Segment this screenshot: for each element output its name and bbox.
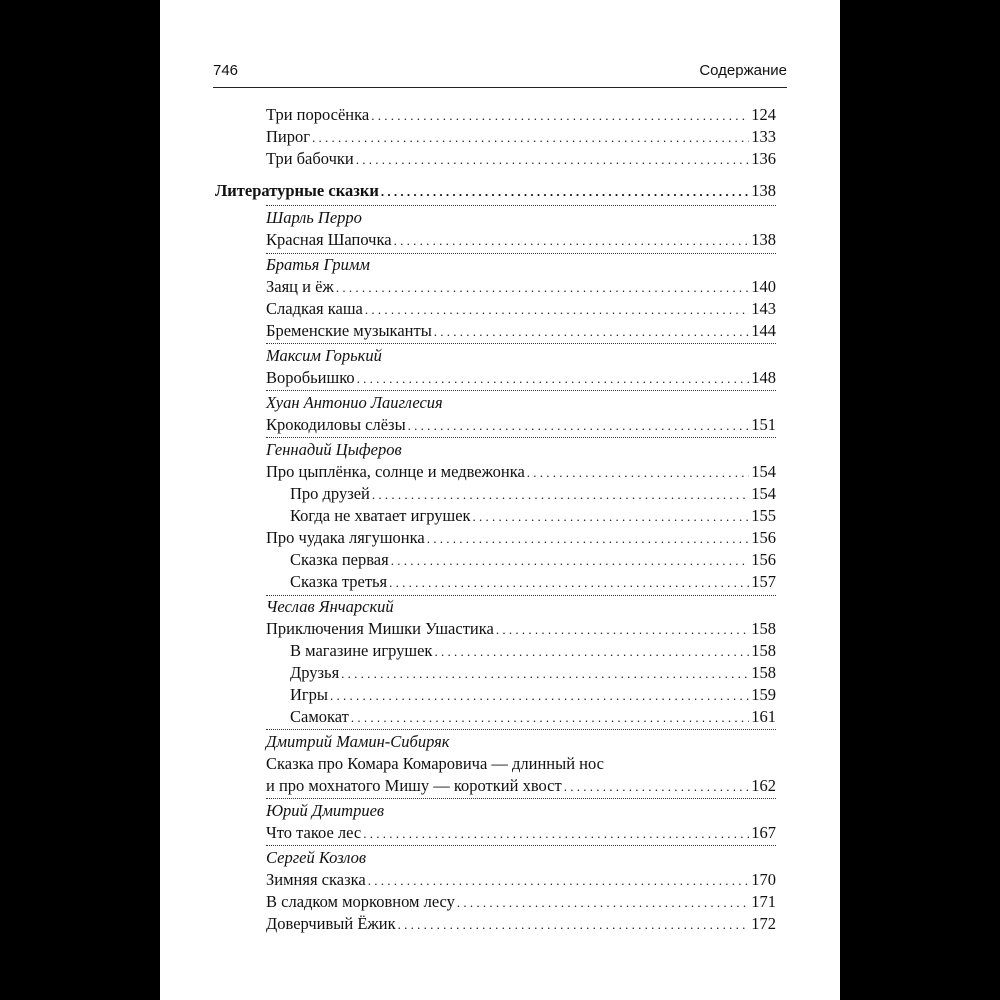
entry-page: 136 <box>751 149 776 168</box>
dot-leader <box>341 662 749 685</box>
author-separator <box>266 845 776 846</box>
entry-title: Пирог <box>266 127 311 146</box>
dot-leader <box>363 822 749 845</box>
dot-leader <box>427 527 750 550</box>
entry-page: 148 <box>751 368 776 387</box>
entry-title: Самокат <box>290 707 349 726</box>
dot-leader <box>351 706 749 729</box>
toc-subentry[interactable] <box>290 571 776 593</box>
entry-title: Когда не хватает игрушек <box>290 506 471 525</box>
toc-section-heading[interactable] <box>215 180 776 202</box>
dot-leader <box>365 298 749 321</box>
entry-title: Доверчивый Ёжик <box>266 914 396 933</box>
entry-title: Друзья <box>290 663 340 682</box>
entry-title: Сказка третья <box>290 572 388 591</box>
entry-page: 133 <box>751 127 776 146</box>
toc-subentry[interactable] <box>290 684 776 706</box>
table-of-contents <box>160 0 840 1000</box>
dot-leader <box>371 104 749 127</box>
author-separator <box>266 343 776 344</box>
toc-subentry[interactable] <box>290 662 776 684</box>
toc-entry[interactable] <box>266 320 776 342</box>
dot-leader <box>312 126 749 149</box>
entry-title: Заяц и ёж <box>266 277 334 296</box>
entry-title: Игры <box>290 685 329 704</box>
dot-leader <box>496 618 749 641</box>
dot-leader <box>372 483 749 506</box>
toc-subentry[interactable] <box>290 706 776 728</box>
toc-entry[interactable] <box>266 891 776 913</box>
toc-entry[interactable] <box>266 822 776 844</box>
entry-page: 172 <box>751 914 776 933</box>
entry-page: 159 <box>751 685 776 704</box>
dot-leader <box>389 571 749 594</box>
toc-entry[interactable] <box>266 527 776 549</box>
dot-leader <box>330 684 749 707</box>
author-name: Хуан Антонио Лаиглесия <box>266 393 443 412</box>
entry-title: Сказка первая <box>290 550 389 569</box>
book-page <box>160 0 840 1000</box>
entry-page: 154 <box>751 462 776 481</box>
author-name: Чеслав Янчарский <box>266 597 394 616</box>
entry-title: Про цыплёнка, солнце и медвежонка <box>266 462 525 481</box>
entry-title: Сладкая каша <box>266 299 363 318</box>
author-separator <box>266 437 776 438</box>
toc-entry[interactable] <box>266 148 776 170</box>
dot-leader <box>357 367 750 390</box>
entry-page: 154 <box>751 484 776 503</box>
dot-leader <box>457 891 749 914</box>
dot-leader <box>356 148 750 171</box>
entry-page: 161 <box>751 707 776 726</box>
entry-title: Три поросёнка <box>266 105 370 124</box>
entry-title: Три бабочки <box>266 149 354 168</box>
entry-page: 162 <box>751 776 776 795</box>
entry-page: 156 <box>751 528 776 547</box>
toc-entry[interactable] <box>266 367 776 389</box>
entry-page: 157 <box>751 572 776 591</box>
entry-page: 143 <box>751 299 776 318</box>
author-name: Максим Горький <box>266 346 382 365</box>
dot-leader <box>527 461 749 484</box>
toc-subentry[interactable] <box>290 640 776 662</box>
entry-page: 140 <box>751 277 776 296</box>
author-separator <box>266 729 776 730</box>
toc-entry[interactable] <box>266 298 776 320</box>
toc-entry[interactable] <box>266 461 776 483</box>
dot-leader <box>391 549 750 572</box>
author-name: Юрий Дмитриев <box>266 801 385 820</box>
entry-title: и про мохнатого Мишу — короткий хвост <box>266 776 562 795</box>
page-number: 746 <box>213 62 239 79</box>
toc-entry[interactable] <box>266 229 776 251</box>
entry-page: 171 <box>751 892 776 911</box>
toc-entry[interactable] <box>266 126 776 148</box>
entry-title: Зимняя сказка <box>266 870 366 889</box>
author-separator <box>266 390 776 391</box>
toc-entry-line[interactable]: Сказка про Комара Комаровича — длинный нос <box>266 754 604 773</box>
toc-entry[interactable] <box>266 775 776 797</box>
entry-page: 158 <box>751 641 776 660</box>
running-title: Содержание <box>699 62 787 79</box>
author-name: Сергей Козлов <box>266 848 367 867</box>
entry-title: Бременские музыканты <box>266 321 432 340</box>
entry-title: Приключения Мишки Ушастика <box>266 619 494 638</box>
entry-title: В магазине игрушек <box>290 641 433 660</box>
dot-leader <box>434 640 749 663</box>
entry-title: Про друзей <box>290 484 370 503</box>
dot-leader <box>564 775 750 798</box>
toc-entry[interactable] <box>266 869 776 891</box>
entry-page: 138 <box>751 230 776 249</box>
entry-page: 151 <box>751 415 776 434</box>
dot-leader <box>381 180 749 203</box>
author-name: Геннадий Цыферов <box>266 440 402 459</box>
entry-page: 170 <box>751 870 776 889</box>
entry-title: Крокодиловы слёзы <box>266 415 406 434</box>
toc-entry[interactable] <box>266 414 776 436</box>
author-separator <box>266 205 776 206</box>
dot-leader <box>368 869 750 892</box>
entry-page: 158 <box>751 663 776 682</box>
toc-entry[interactable] <box>266 913 776 935</box>
toc-entry[interactable] <box>266 618 776 640</box>
entry-page: 167 <box>751 823 776 842</box>
toc-subentry[interactable] <box>290 483 776 505</box>
entry-title: Красная Шапочка <box>266 230 392 249</box>
dot-leader <box>408 414 750 437</box>
dot-leader <box>336 276 749 299</box>
toc-entry[interactable] <box>266 104 776 126</box>
entry-title: Про чудака лягушонка <box>266 528 425 547</box>
dot-leader <box>473 505 750 528</box>
section-page: 138 <box>751 181 776 200</box>
section-title: Литературные сказки <box>215 181 379 200</box>
toc-subentry[interactable] <box>290 549 776 571</box>
toc-subentry[interactable] <box>290 505 776 527</box>
author-name: Братья Гримм <box>266 255 370 274</box>
entry-page: 155 <box>751 506 776 525</box>
entry-page: 124 <box>751 105 776 124</box>
entry-title: Что такое лес <box>266 823 362 842</box>
dot-leader <box>398 913 750 936</box>
dot-leader <box>394 229 750 252</box>
author-name: Шарль Перро <box>266 208 362 227</box>
toc-entry[interactable] <box>266 276 776 298</box>
author-name: Дмитрий Мамин-Сибиряк <box>266 732 450 751</box>
dot-leader <box>434 320 749 343</box>
entry-page: 144 <box>751 321 776 340</box>
entry-page: 158 <box>751 619 776 638</box>
entry-title: Воробьишко <box>266 368 355 387</box>
author-separator <box>266 798 776 799</box>
entry-page: 156 <box>751 550 776 569</box>
entry-title: В сладком морковном лесу <box>266 892 455 911</box>
